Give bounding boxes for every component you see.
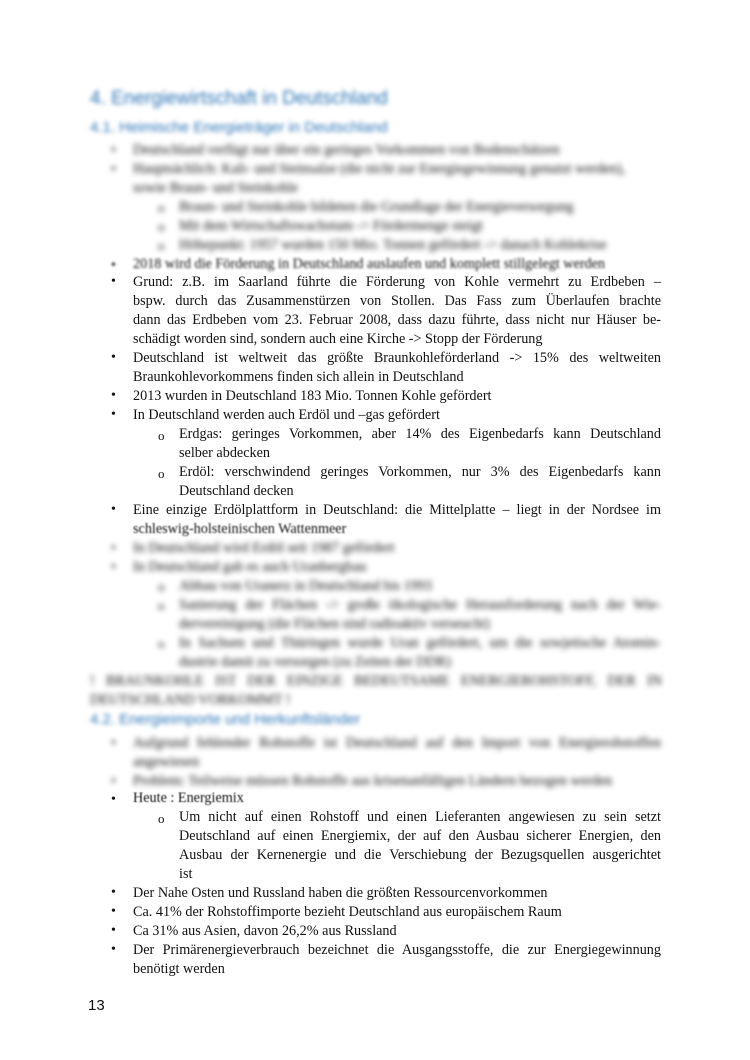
bullet: • bbox=[111, 792, 116, 807]
list-item: angewiesen bbox=[133, 754, 200, 770]
sub-list-item: Braun- und Steinkohle bildeten die Grundlage der Energieversorgung bbox=[179, 199, 574, 215]
grund-line-4: schädigt worden sind, sondern auch eine Kirche -> Stopp der Förderung bbox=[133, 331, 543, 347]
list-item-naher-osten: Der Nahe Osten und Russland haben die größten Ressourcenvorkommen bbox=[133, 885, 548, 901]
list-item-2018: 2018 wird die Förderung in Deutschland auslaufen und komplett stillgelegt werden bbox=[133, 256, 606, 272]
note-line-1: ! BRAUNKOHLE IST DER EINZIGE BEDEUTSAME ENERGIEROHSTOFF, DER IN bbox=[90, 673, 662, 689]
erdoel-line-1: Erdöl: verschwindend geringes Vorkommen, nur 3% des Eigenbedarfs kann bbox=[179, 464, 661, 480]
bullet: • bbox=[111, 502, 116, 517]
bullet: • bbox=[111, 143, 116, 158]
bullet: • bbox=[111, 904, 116, 919]
sub-bullet: o bbox=[158, 636, 165, 651]
list-item: Deutschland verfügt nur über ein geringes Vorkommen von Bodenschätzen bbox=[133, 142, 560, 158]
primaer-line-2: benötigt werden bbox=[133, 961, 225, 977]
list-item: Problem: Teilweise müssen Rohstoffe aus krisenanfälligen Ländern bezogen werden bbox=[133, 773, 613, 789]
chapter-heading: 4. Energiewirtschaft in Deutschland bbox=[90, 88, 388, 109]
list-item-erdoel-gas: In Deutschland werden auch Erdöl und –gas gefördert bbox=[133, 407, 440, 423]
primaer-line-1: Der Primärenergieverbrauch bezeichnet die Ausgangsstoffe, die zur Energiegewinnung bbox=[133, 942, 661, 958]
list-item-31-prozent: Ca 31% aus Asien, davon 26,2% aus Russland bbox=[133, 923, 397, 939]
bullet: • bbox=[111, 162, 116, 177]
erdoel-line-2: Deutschland decken bbox=[179, 483, 294, 499]
bullet: • bbox=[111, 407, 116, 422]
list-item: In Deutschland wird Erdöl seit 1987 gefördert bbox=[133, 540, 395, 556]
sub-list-item: Höhepunkt: 1957 wurden 150 Mio. Tonnen gefördert -> danach Kohlekrise bbox=[179, 237, 607, 253]
energiemix-line-2: Deutschland auf einen Energiemix, der auf den Ausbau sicherer Energien, den bbox=[179, 828, 661, 844]
list-item: Hauptsächlich: Kali- und Steinsalze (die nicht zur Energiegewinnung genutzt werden), bbox=[133, 161, 626, 177]
energiemix-line-3: Ausbau der Kernenergie und die Verschiebung der Bezugsquellen ausgerichtet bbox=[179, 847, 661, 863]
sub-bullet: o bbox=[158, 598, 165, 613]
plattform-line-1: Eine einzige Erdölplattform in Deutschland: die Mittelplatte – liegt in der Nordsee im bbox=[133, 502, 661, 518]
grund-line-1: Grund: z.B. im Saarland führte die Förderung von Kohle vermehrt zu Erdbeben – bbox=[133, 274, 661, 290]
sub-list-item: Sanierung der Flächen -> große ökologische Herausforderung nach der Wie- bbox=[179, 597, 661, 613]
list-item: sowie Braun- und Steinkohle bbox=[133, 180, 299, 196]
bullet: • bbox=[111, 350, 116, 365]
bullet: • bbox=[111, 560, 116, 575]
bullet: • bbox=[111, 258, 116, 273]
sub-list-item: Abbau von Uranerz in Deutschland bis 1993 bbox=[179, 578, 432, 594]
bullet: • bbox=[111, 274, 116, 289]
sub-bullet: o bbox=[158, 579, 165, 594]
note-line-2: DEUTSCHLAND VORKOMMT ! bbox=[90, 692, 291, 708]
bullet: • bbox=[111, 541, 116, 556]
bullet: • bbox=[111, 923, 116, 938]
list-item: Aufgrund fehlender Rohstoffe ist Deutschland auf den Import von Energierohstoffen bbox=[133, 735, 661, 751]
sub-list-item: dustrie damit zu versorgen (zu Zeiten der DDR) bbox=[179, 654, 451, 670]
bullet: • bbox=[111, 942, 116, 957]
sub-list-item: Mit dem Wirtschaftswachstum -> Fördermenge steigt bbox=[179, 218, 483, 234]
sub-bullet: o bbox=[158, 219, 165, 234]
sub-bullet: o bbox=[158, 200, 165, 215]
bullet: • bbox=[111, 774, 116, 789]
sub-list-item: dervereinigung (die Flächen sind radioaktiv verseucht) bbox=[179, 616, 490, 632]
section-heading-4-2: 4.2. Energieimporte und Herkunftsländer bbox=[90, 711, 361, 728]
plattform-line-2: schleswig-holsteinischen Wattenmeer bbox=[133, 521, 347, 537]
erdgas-line-2: selber abdecken bbox=[179, 445, 270, 461]
sub-bullet: o bbox=[158, 238, 165, 253]
list-item-heute: Heute : Energiemix bbox=[133, 790, 244, 806]
bullet: • bbox=[111, 388, 116, 403]
sub-bullet: o bbox=[158, 811, 165, 826]
page-number: 13 bbox=[88, 997, 105, 1014]
list-item-2013: 2013 wurden in Deutschland 183 Mio. Tonnen Kohle gefördert bbox=[133, 388, 492, 404]
list-item-41-prozent: Ca. 41% der Rohstoffimporte bezieht Deutschland aus europäischem Raum bbox=[133, 904, 562, 920]
grund-line-3: dann das Erdbeben vom 23. Februar 2008, dass dazu führte, dass nicht nur Häuser be- bbox=[133, 312, 661, 328]
sub-bullet: o bbox=[158, 466, 165, 481]
list-item: In Deutschland gab es auch Uranbergbau bbox=[133, 559, 367, 575]
bullet: • bbox=[111, 885, 116, 900]
bullet: • bbox=[111, 736, 116, 751]
braunkohle-line-2: Braunkohlevorkommens finden sich allein in Deutschland bbox=[133, 369, 464, 385]
erdgas-line-1: Erdgas: geringes Vorkommen, aber 14% des Eigenbedarfs kann Deutschland bbox=[179, 426, 661, 442]
energiemix-line-4: ist bbox=[179, 866, 193, 882]
energiemix-line-1: Um nicht auf einen Rohstoff und einen Lieferanten angewiesen zu sein setzt bbox=[179, 809, 661, 825]
grund-line-2: bspw. durch das Zusammenstürzen von Stollen. Das Fass zum Überlaufen brachte bbox=[133, 293, 661, 309]
sub-bullet: o bbox=[158, 428, 165, 443]
section-heading-4-1: 4.1. Heimische Energieträger in Deutschland bbox=[90, 119, 388, 136]
braunkohle-line-1: Deutschland ist weltweit das größte Braunkohleförderland -> 15% des weltweiten bbox=[133, 350, 661, 366]
sub-list-item: In Sachsen und Thüringen wurde Uran gefördert, um die sowjetische Atomin- bbox=[179, 635, 661, 651]
